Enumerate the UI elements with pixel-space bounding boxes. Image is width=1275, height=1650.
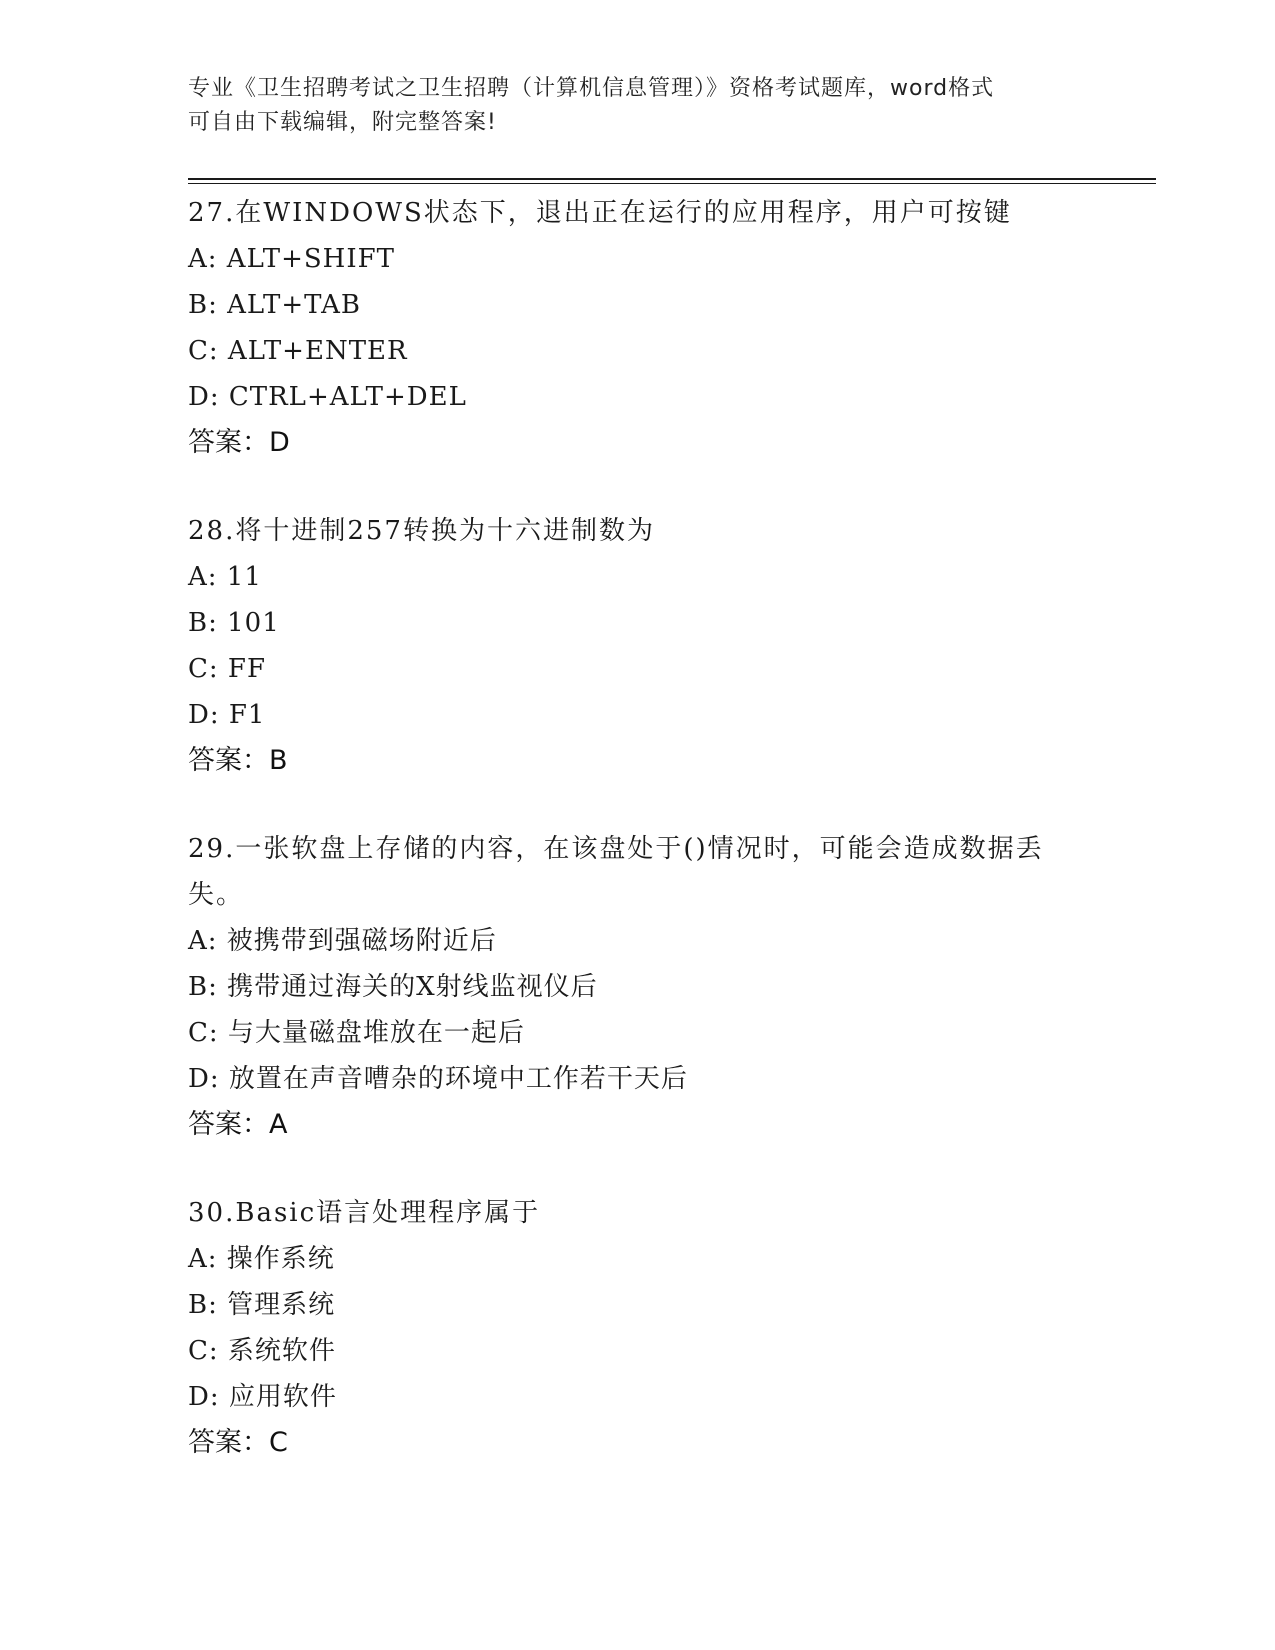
option-c: C: 系统软件	[188, 1336, 336, 1366]
header-divider-thick	[188, 178, 1156, 180]
answer-line: 答案：C	[188, 1427, 288, 1458]
option-a: A: 被携带到强磁场附近后	[188, 926, 497, 956]
header-line-1: 专业《卫生招聘考试之卫生招聘（计算机信息管理）》资格考试题库，word格式	[188, 76, 995, 101]
option-b: B: 101	[188, 608, 280, 638]
question-29	[188, 826, 1088, 1148]
option-a: A: ALT+SHIFT	[188, 244, 395, 274]
answer-line: 答案：B	[188, 745, 288, 776]
option-d: D: 放置在声音嘈杂的环境中工作若干天后	[188, 1064, 688, 1094]
answer-line: 答案：D	[188, 427, 290, 458]
question-spacer	[188, 1148, 1088, 1190]
question-stem: 27.在WINDOWS状态下，退出正在运行的应用程序，用户可按键	[188, 198, 1012, 228]
answer-line: 答案：A	[188, 1109, 288, 1140]
question-stem: 28.将十进制257转换为十六进制数为	[188, 516, 655, 546]
option-a: A: 11	[188, 562, 262, 592]
question-stem: 29.一张软盘上存储的内容，在该盘处于()情况时，可能会造成数据丢失。	[188, 834, 1044, 910]
document-header	[188, 72, 1088, 140]
question-stem: 30.Basic语言处理程序属于	[188, 1198, 541, 1228]
option-d: D: 应用软件	[188, 1382, 337, 1412]
option-b: B: 管理系统	[188, 1290, 336, 1320]
option-c: C: 与大量磁盘堆放在一起后	[188, 1018, 525, 1048]
question-30	[188, 1190, 1088, 1466]
option-b: B: ALT+TAB	[188, 290, 361, 320]
question-spacer	[188, 784, 1088, 826]
option-a: A: 操作系统	[188, 1244, 335, 1274]
question-27	[188, 190, 1088, 466]
option-d: D: F1	[188, 700, 266, 730]
option-b: B: 携带通过海关的X射线监视仪后	[188, 972, 598, 1002]
question-list	[188, 190, 1088, 1466]
question-28	[188, 508, 1088, 784]
header-divider-thin	[188, 183, 1156, 184]
option-d: D: CTRL+ALT+DEL	[188, 382, 467, 412]
header-line-2: 可自由下载编辑，附完整答案!	[188, 110, 497, 135]
question-spacer	[188, 466, 1088, 508]
option-c: C: FF	[188, 654, 266, 684]
option-c: C: ALT+ENTER	[188, 336, 408, 366]
